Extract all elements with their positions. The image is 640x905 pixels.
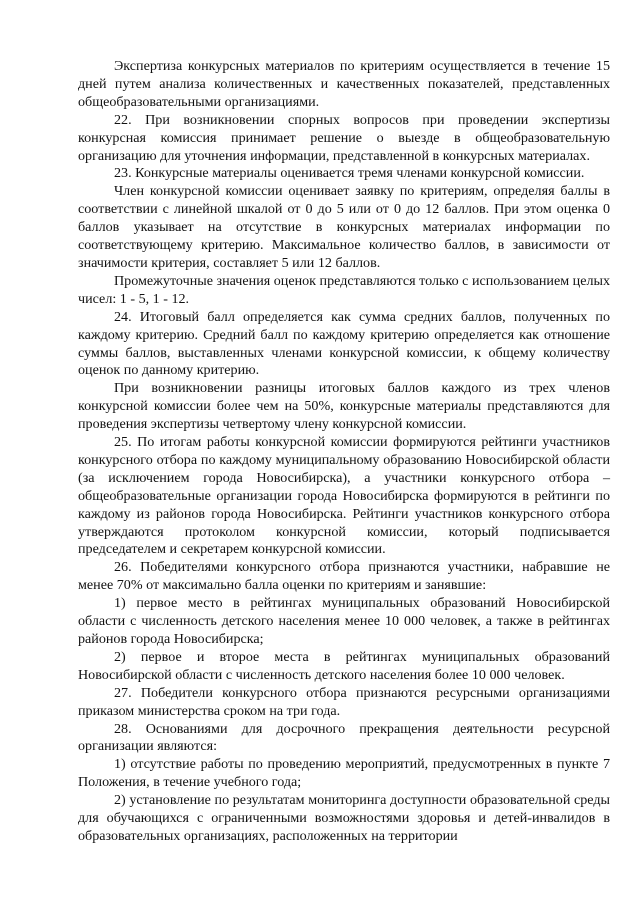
paragraph-26: 26. Победителями конкурсного отбора признаются участники, набравшие не менее 70% от максимально балла оценки по критериям и занявшие:: [78, 559, 610, 594]
paragraph-scoring-scale: Член конкурсной комиссии оценивает заявку по критериям, определяя баллы в соответствии с линейной шкалой от 0 до 5 или от 0 до 12 баллов. При этом оценка 0 баллов указывает на отсутствие в конкурсных материалах информации по соответствующему критерию. Максимальное количество баллов, в зависимости от значимости критерия, составляет 5 или 12 баллов.: [78, 183, 610, 271]
paragraph-22: 22. При возникновении спорных вопросов при проведении экспертизы конкурсная комиссия принимает решение о выезде в общеобразовательную организацию для уточнения информации, представленной в конкурсных материалах.: [78, 111, 610, 164]
paragraph-25: 25. По итогам работы конкурсной комиссии формируются рейтинги участников конкурсного отбора по каждому муниципальному образованию Новосибирской области (за исключением города Новосибирска), а участники конкурсного отбора – общеобразовательные организации города Новосибирска формируются в рейтинги по каждому из районов города Новосибирска. Рейтинги участников конкурсного отбора утверждаются протоколом конкурсной комиссии, который подписывается председателем и секретарем конкурсной комиссии.: [78, 434, 610, 558]
paragraph-score-difference: При возникновении разницы итоговых баллов каждого из трех членов конкурсной комиссии более чем на 50%, конкурсные материалы представляются для проведения экспертизы четвертому члену конкурсной комиссии.: [78, 380, 610, 433]
paragraph-28-item-1: 1) отсутствие работы по проведению мероприятий, предусмотренных в пункте 7 Положения, в течение учебного года;: [78, 756, 610, 791]
paragraph-28: 28. Основаниями для досрочного прекращения деятельности ресурсной организации являются:: [78, 720, 610, 755]
paragraph-26-item-2: 2) первое и второе места в рейтингах муниципальных образований Новосибирской области с численность детского населения более 10 000 человек.: [78, 648, 610, 683]
paragraph-27: 27. Победители конкурсного отбора признаются ресурсными организациями приказом министерства сроком на три года.: [78, 684, 610, 719]
paragraph-28-item-2: 2) установление по результатам мониторинга доступности образовательной среды для обучающихся с ограниченными возможностями здоровья и детей-инвалидов в образовательных организациях, расположенных на территории: [78, 792, 610, 844]
document-page: [78, 58, 610, 846]
paragraph-24: 24. Итоговый балл определяется как сумма средних баллов, полученных по каждому критерию. Средний балл по каждому критерию определяется как отношение суммы баллов, выставленных членами конкурсной комиссии, к общему количеству оценок по данному критерию.: [78, 308, 610, 379]
paragraph-23: 23. Конкурсные материалы оценивается тремя членами конкурсной комиссии.: [114, 165, 585, 182]
paragraph-expertise-term: Экспертиза конкурсных материалов по критериям осуществляется в течение 15 дней путем анализа количественных и качественных показателей, представленных общеобразовательными организациями.: [78, 58, 610, 110]
paragraph-intermediate-values: Промежуточные значения оценок представляются только с использованием целых чисел: 1 - 5, 1 - 12.: [78, 272, 610, 307]
paragraph-26-item-1: 1) первое место в рейтингах муниципальных образований Новосибирской области с численность детского населения менее 10 000 человек, а также в рейтингах районов города Новосибирска;: [78, 595, 610, 647]
